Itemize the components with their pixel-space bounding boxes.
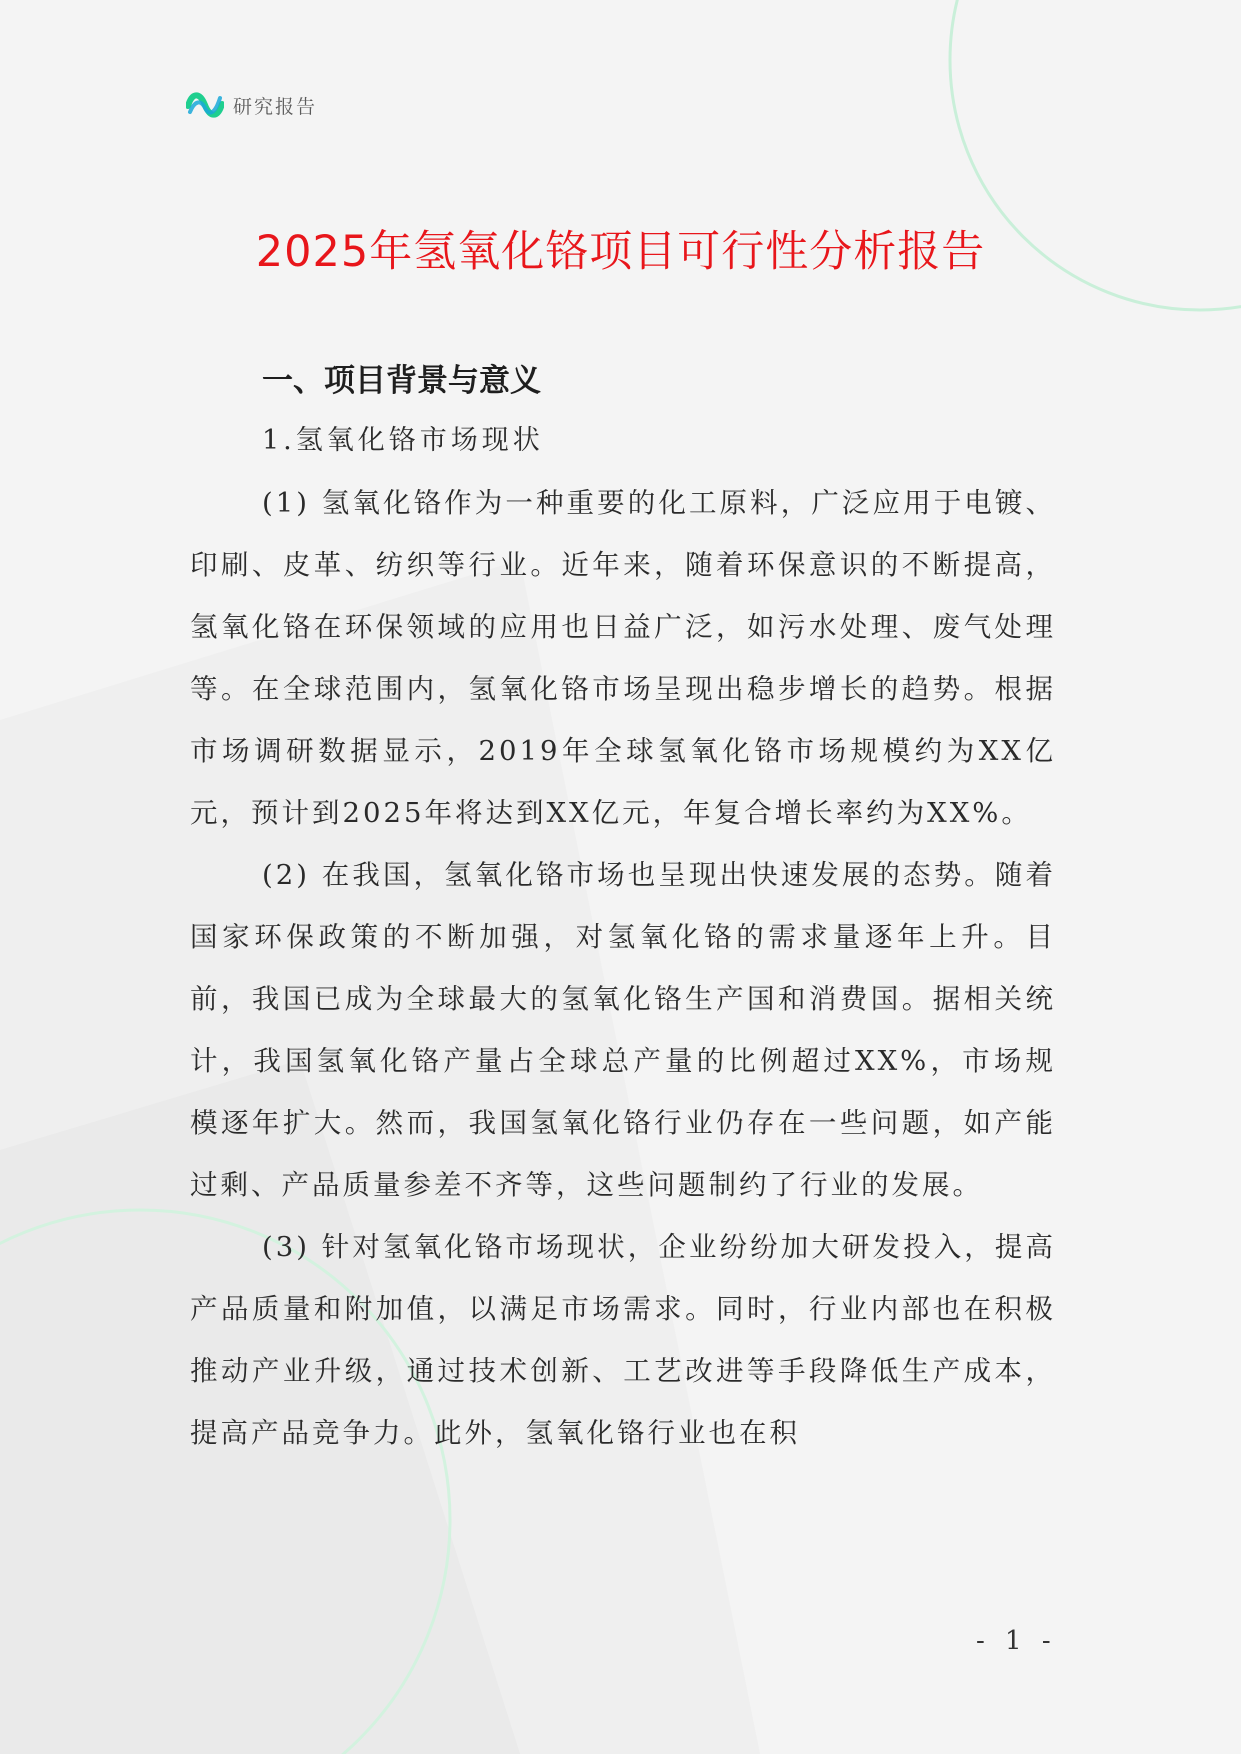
subsection-heading: 1.氢氧化铬市场现状 — [262, 425, 544, 456]
page-number: - 1 - — [976, 1626, 1057, 1656]
header-label: 研究报告 — [233, 95, 318, 118]
brand-logo-icon — [186, 88, 224, 122]
section-heading: 一、项目背景与意义 — [262, 363, 541, 399]
paragraph: (3) 针对氢氧化铬市场现状，企业纷纷加大研发投入，提高产品质量和附加值，以满足市场需求。同时，行业内部也在积极推动产业升级，通过技术创新、工艺改进等手段降低生产成本，提高产品竞争力。此外，氢氧化铬行业也在积 — [190, 1231, 1056, 1449]
page-header — [186, 88, 317, 122]
document-title: 2025年氢氧化铬项目可行性分析报告 — [255, 227, 986, 277]
paragraph: (1) 氢氧化铬作为一种重要的化工原料，广泛应用于电镀、印刷、皮革、纺织等行业。近年来，随着环保意识的不断提高，氢氧化铬在环保领域的应用也日益广泛，如污水处理、废气处理等。在全球范围内，氢氧化铬市场呈现出稳步增长的趋势。根据市场调研数据显示，2019年全球氢氧化铬市场规模约为XX亿元，预计到2025年将达到XX亿元，年复合增长率约为XX%。 — [190, 487, 1056, 829]
document-body — [190, 352, 1056, 1464]
paragraph: (2) 在我国，氢氧化铬市场也呈现出快速发展的态势。随着国家环保政策的不断加强，对氢氧化铬的需求量逐年上升。目前，我国已成为全球最大的氢氧化铬生产国和消费国。据相关统计，我国氢氧化铬产量占全球总产量的比例超过XX%，市场规模逐年扩大。然而，我国氢氧化铬行业仍存在一些问题，如产能过剩、产品质量参差不齐等，这些问题制约了行业的发展。 — [190, 859, 1056, 1201]
